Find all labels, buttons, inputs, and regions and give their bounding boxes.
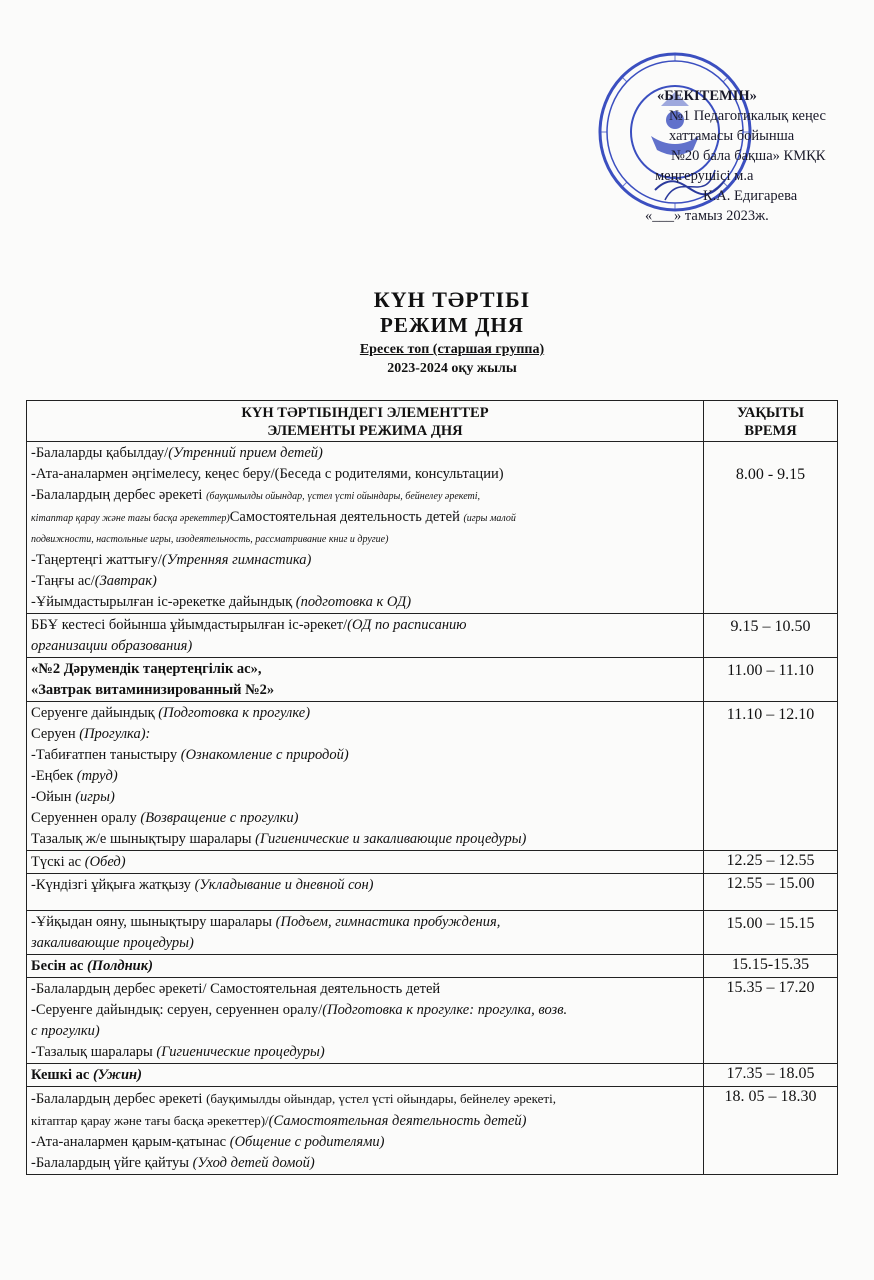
- activity-cell: -Балалардың дербес әрекеті (бауқимылды ойындар, үстел үсті ойындары, бейнелеу әрекеті, кітаптар қарау және тағы басқа әрекеттер)/(Самостоятельная деятельность детей) -Ата-аналармен қарым-қатынас (Общение с родителями) -Балалардың үйге қайтуы (Уход детей домой): [27, 1087, 704, 1175]
- activity-cell: -Балаларды қабылдау/(Утренний прием детей) -Ата-аналармен әңгімелесу, кеңес беру/(Беседа с родителями, консультации) -Балалардың дербес әрекеті (бауқимылды ойындар, үстел үсті ойындары, бейнелеу әрекеті, кітаптар қарау және тағы басқа әрекеттер)Самостоятельная деятельность детей (игры малой подвижности, настольные игры, изодеятельность, рассматривание книг и другие) -Таңертеңгі жаттығу/(Утренняя гимнастика) -Таңғы ас/(Завтрак) -Ұйымдастырылған іс-әрекетке дайындық (подготовка к ОД): [27, 442, 704, 614]
- activity-cell: Түскі ас (Обед): [27, 851, 704, 874]
- approval-line-4: меңгерушісі м.а: [655, 168, 754, 184]
- header-time: УАҚЫТЫ ВРЕМЯ: [704, 401, 838, 442]
- academic-year: 2023-2024 оқу жылы: [387, 361, 517, 376]
- activity-cell: «№2 Дәрумендік таңертеңгілік ас», «Завтрак витаминизированный №2»: [27, 658, 704, 702]
- time-cell: 11.10 – 12.10: [704, 702, 838, 851]
- activity-cell: -Балалардың дербес әрекеті/ Самостоятельная деятельность детей -Серуенге дайындық: серуен, серуеннен оралу/(Подготовка к прогулке: прогулка, возв. с прогулки) -Тазалық шаралары (Гигиенические процедуры): [27, 978, 704, 1064]
- time-cell: 12.55 – 15.00: [704, 874, 838, 911]
- activity-cell: Бесін ас (Полдник): [27, 955, 704, 978]
- approval-signatory: К.А. Едигарева: [703, 188, 798, 204]
- table-row: [27, 874, 838, 911]
- time-cell: 15.15-15.35: [704, 955, 838, 978]
- approval-stamp-area: [595, 40, 855, 250]
- activity-cell: -Күндізгі ұйқыға жатқызу (Укладывание и дневной сон): [27, 874, 704, 911]
- daily-schedule-table: [26, 400, 838, 1175]
- activity-cell: Кешкі ас (Ужин): [27, 1064, 704, 1087]
- header-elements: КҮН ТӘРТІБІНДЕГІ ЭЛЕМЕНТТЕР ЭЛЕМЕНТЫ РЕЖИМА ДНЯ: [27, 401, 704, 442]
- title-kazakh: КҮН ТӘРТІБІ: [373, 287, 531, 312]
- activity-cell: -Ұйқыдан ояну, шынықтыру шаралары (Подъем, гимнастика пробуждения, закаливающие процедуры): [27, 911, 704, 955]
- time-cell: 15.35 – 17.20: [704, 978, 838, 1064]
- time-cell: 15.00 – 15.15: [704, 911, 838, 955]
- table-row: [27, 911, 838, 955]
- activity-cell: ББҰ кестесі бойынша ұйымдастырылған іс-әрекет/(ОД по расписанию организации образования): [27, 614, 704, 658]
- approval-date: «___» тамыз 2023ж.: [645, 208, 769, 224]
- table-row: [27, 978, 838, 1064]
- table-row: [27, 851, 838, 874]
- approval-line-1: №1 Педагогикалық кеңес: [669, 108, 826, 124]
- time-cell: 17.35 – 18.05: [704, 1064, 838, 1087]
- time-cell: 9.15 – 10.50: [704, 614, 838, 658]
- time-cell: 12.25 – 12.55: [704, 851, 838, 874]
- approval-heading: «БЕКІТЕМІН»: [657, 88, 757, 104]
- time-cell: 18. 05 – 18.30: [704, 1087, 838, 1175]
- document-title-block: [0, 288, 874, 378]
- approval-line-2: хаттамасы бойынша: [669, 128, 795, 144]
- time-cell: 8.00 - 9.15: [704, 442, 838, 614]
- activity-cell: Серуенге дайындық (Подготовка к прогулке) Серуен (Прогулка): -Табиғатпен таныстыру (Ознакомление с природой) -Еңбек (труд) -Ойын (игры) Серуеннен оралу (Возвращение с прогулки) Тазалық ж/е шынықтыру шаралары (Гигиенические и закаливающие процедуры): [27, 702, 704, 851]
- table-row: [27, 658, 838, 702]
- table-row: [27, 442, 838, 614]
- table-row: [27, 614, 838, 658]
- table-row: [27, 1087, 838, 1175]
- table-row: [27, 1064, 838, 1087]
- approval-block: [645, 86, 826, 226]
- approval-line-3: №20 бала бақша» КМҚК: [671, 148, 826, 164]
- table-row: [27, 955, 838, 978]
- table-row: [27, 702, 838, 851]
- group-name: Ересек топ (старшая группа): [359, 342, 545, 357]
- time-cell: 11.00 – 11.10: [704, 658, 838, 702]
- table-header-row: [27, 401, 838, 442]
- title-russian: РЕЖИМ ДНЯ: [380, 313, 524, 337]
